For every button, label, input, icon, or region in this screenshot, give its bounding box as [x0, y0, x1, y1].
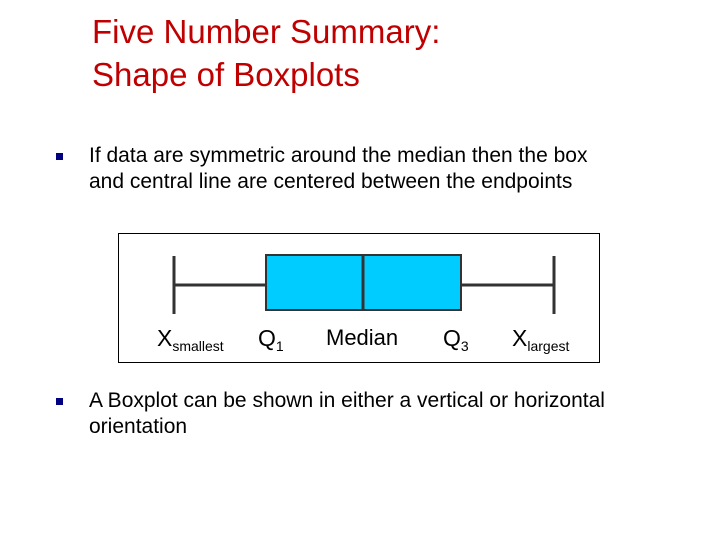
slide-title	[92, 10, 440, 96]
label-xlargest	[512, 325, 569, 354]
label-q1-main: Q	[258, 325, 276, 351]
label-xsmallest-sub: smallest	[172, 338, 224, 354]
bullet-1-line-1: If data are symmetric around the median then the box	[89, 144, 588, 167]
label-q3-sub: 3	[460, 338, 469, 354]
label-q1	[258, 325, 284, 354]
title-line-2: Shape of Boxplots	[92, 56, 360, 93]
label-q3	[443, 325, 469, 354]
label-xsmallest-main: X	[157, 325, 173, 351]
label-q1-sub: 1	[275, 338, 284, 354]
bullet-text-2	[89, 388, 689, 440]
bullet-text-1	[89, 143, 689, 195]
bullet-2-line-2: orientation	[89, 415, 188, 438]
label-xlargest-sub: largest	[527, 338, 570, 354]
label-q3-main: Q	[443, 325, 461, 351]
bullet-1-line-2: and central line are centered between the endpoints	[89, 170, 573, 193]
label-xsmallest	[157, 325, 224, 354]
bullet-square-icon	[56, 398, 63, 405]
bullet-square-icon	[56, 153, 63, 160]
label-median: Median	[326, 325, 399, 350]
title-line-1: Five Number Summary:	[92, 13, 441, 50]
label-xlargest-main: X	[512, 325, 528, 351]
boxplot-diagram	[118, 233, 600, 363]
bullet-2-line-1: A Boxplot can be shown in either a vertical or horizontal	[89, 389, 605, 412]
